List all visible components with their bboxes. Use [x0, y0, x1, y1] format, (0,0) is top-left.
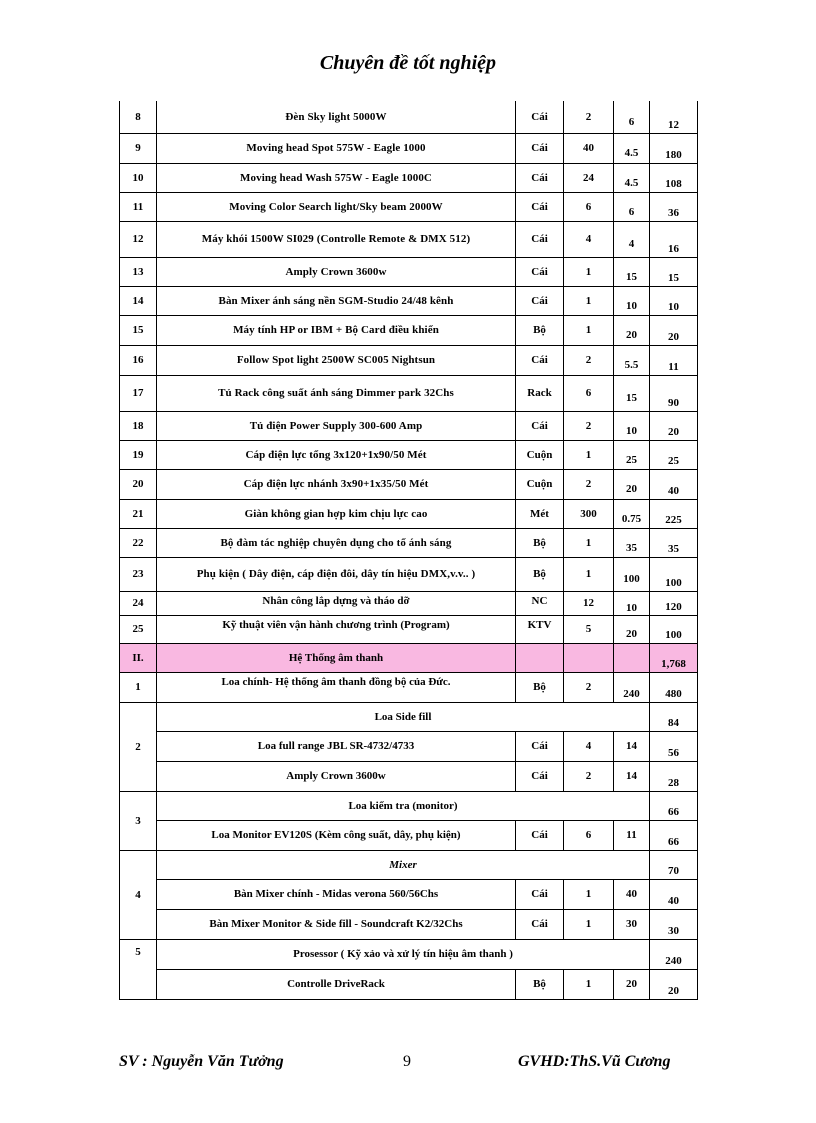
table-row	[120, 469, 698, 499]
item-price: 10	[614, 411, 650, 440]
item-name: Kỹ thuật viên vận hành chương trình (Program)	[157, 615, 516, 643]
item-price: 10	[614, 591, 650, 615]
row-no: 16	[120, 345, 157, 375]
table-row	[120, 192, 698, 221]
item-unit: Cái	[516, 192, 564, 221]
item-qty: 1	[564, 440, 614, 469]
row-no: 8	[120, 101, 157, 133]
table-row	[120, 286, 698, 315]
row-no: 9	[120, 133, 157, 163]
page-number: 9	[403, 1053, 411, 1070]
item-name: Đèn Sky light 5000W	[157, 101, 516, 133]
item-total: 35	[650, 528, 698, 557]
item-qty: 1	[564, 257, 614, 286]
row-no: 12	[120, 221, 157, 257]
item-price: 0.75	[614, 499, 650, 528]
item-name: Moving head Wash 575W - Eagle 1000C	[157, 163, 516, 192]
item-name: Máy tính HP or IBM + Bộ Card điều khiển	[157, 315, 516, 345]
item-price: 15	[614, 375, 650, 411]
item-price: 4.5	[614, 133, 650, 163]
table-row	[120, 163, 698, 192]
item-total: 120	[650, 591, 698, 615]
item-name: Máy khói 1500W SI029 (Controlle Remote & DMX 512)	[157, 221, 516, 257]
item-unit: KTV	[516, 615, 564, 643]
item-total: 20	[650, 315, 698, 345]
item-total: 15	[650, 257, 698, 286]
table-row	[120, 345, 698, 375]
table-row	[120, 133, 698, 163]
row-no: 11	[120, 192, 157, 221]
row-no: 25	[120, 615, 157, 643]
item-qty: 1	[564, 286, 614, 315]
table-row: 1 Loa chính- Hệ thống âm thanh đồng bộ của Đức. Bộ 2 240 480	[120, 672, 698, 702]
table-row: Controlle DriveRack Bộ 1 20 20	[120, 969, 698, 999]
item-qty: 6	[564, 192, 614, 221]
item-name: Tủ điện Power Supply 300-600 Amp	[157, 411, 516, 440]
item-qty: 6	[564, 375, 614, 411]
row-no: 21	[120, 499, 157, 528]
item-total: 100	[650, 615, 698, 643]
item-total: 90	[650, 375, 698, 411]
row-no: 19	[120, 440, 157, 469]
page-footer	[0, 1053, 816, 1073]
item-name: Bàn Mixer ánh sáng nền SGM-Studio 24/48 kênh	[157, 286, 516, 315]
item-unit: Bộ	[516, 557, 564, 591]
item-price: 5.5	[614, 345, 650, 375]
item-price: 4	[614, 221, 650, 257]
item-qty: 1	[564, 528, 614, 557]
item-total: 16	[650, 221, 698, 257]
item-unit: Bộ	[516, 315, 564, 345]
item-total: 25	[650, 440, 698, 469]
item-total: 100	[650, 557, 698, 591]
table-row	[120, 440, 698, 469]
section-name: Hệ Thống âm thanh	[157, 643, 516, 672]
item-unit: Cái	[516, 221, 564, 257]
table-row: Loa full range JBL SR-4732/4733 Cái 4 14 56	[120, 731, 698, 761]
item-price: 10	[614, 286, 650, 315]
row-no: 14	[120, 286, 157, 315]
item-unit: Cái	[516, 133, 564, 163]
item-name: Follow Spot light 2500W SC005 Nightsun	[157, 345, 516, 375]
item-total: 40	[650, 469, 698, 499]
row-no: 10	[120, 163, 157, 192]
item-unit: Mét	[516, 499, 564, 528]
item-name: Phụ kiện ( Dây điện, cáp điện đôi, dây tín hiệu DMX,v.v.. )	[157, 557, 516, 591]
item-name: Tủ Rack công suất ánh sáng Dimmer park 32Chs	[157, 375, 516, 411]
table-row: Amply Crown 3600w Cái 2 14 28	[120, 761, 698, 791]
item-price: 6	[614, 192, 650, 221]
item-total: 180	[650, 133, 698, 163]
item-name: Moving Color Search light/Sky beam 2000W	[157, 192, 516, 221]
item-total: 108	[650, 163, 698, 192]
item-name: Amply Crown 3600w	[157, 257, 516, 286]
item-unit: Cuộn	[516, 440, 564, 469]
student-name: SV : Nguyễn Văn Tưởng	[119, 1053, 284, 1070]
item-unit: Bộ	[516, 528, 564, 557]
section-no: II.	[120, 643, 157, 672]
item-total: 20	[650, 411, 698, 440]
item-name: Cáp điện lực nhánh 3x90+1x35/50 Mét	[157, 469, 516, 499]
item-total: 11	[650, 345, 698, 375]
item-total: 12	[650, 101, 698, 133]
table-row: Bàn Mixer chính - Midas verona 560/56Chs Cái 1 40 40	[120, 879, 698, 909]
table-row	[120, 557, 698, 591]
item-qty: 1	[564, 315, 614, 345]
page-title: Chuyên đề tốt nghiệp	[319, 52, 497, 74]
item-unit: NC	[516, 591, 564, 615]
item-unit: Cái	[516, 411, 564, 440]
item-qty: 4	[564, 221, 614, 257]
table-row: Bàn Mixer Monitor & Side fill - Soundcraft K2/32Chs Cái 1 30 30	[120, 909, 698, 939]
row-no: 17	[120, 375, 157, 411]
table-row	[120, 101, 698, 133]
group-header-row: 3 Loa kiểm tra (monitor) 66	[120, 791, 698, 820]
item-name: Nhân công lắp dựng và tháo dỡ	[157, 591, 516, 615]
item-total: 225	[650, 499, 698, 528]
item-qty: 1	[564, 557, 614, 591]
item-price: 35	[614, 528, 650, 557]
item-total: 36	[650, 192, 698, 221]
item-qty: 5	[564, 615, 614, 643]
table-row	[120, 257, 698, 286]
item-unit: Cái	[516, 257, 564, 286]
item-name: Bộ đàm tác nghiệp chuyên dụng cho tổ ánh sáng	[157, 528, 516, 557]
row-no: 13	[120, 257, 157, 286]
advisor-name: GVHD:ThS.Vũ Cương	[518, 1053, 671, 1070]
item-price: 25	[614, 440, 650, 469]
table-row	[120, 591, 698, 615]
item-qty: 300	[564, 499, 614, 528]
item-price: 100	[614, 557, 650, 591]
item-qty: 40	[564, 133, 614, 163]
item-qty: 2	[564, 411, 614, 440]
item-unit: Cái	[516, 345, 564, 375]
item-price: 20	[614, 469, 650, 499]
table-row: Loa Monitor EV120S (Kèm công suất, dây, phụ kiện) Cái 6 11 66	[120, 820, 698, 850]
item-price: 15	[614, 257, 650, 286]
row-no: 22	[120, 528, 157, 557]
item-qty: 12	[564, 591, 614, 615]
item-price: 4.5	[614, 163, 650, 192]
item-name: Giàn không gian hợp kim chịu lực cao	[157, 499, 516, 528]
item-qty: 2	[564, 101, 614, 133]
table-row	[120, 615, 698, 643]
item-qty: 24	[564, 163, 614, 192]
item-name: Cáp điện lực tổng 3x120+1x90/50 Mét	[157, 440, 516, 469]
table-row	[120, 315, 698, 345]
section-total: 1,768	[650, 643, 698, 672]
item-price: 20	[614, 615, 650, 643]
item-unit: Rack	[516, 375, 564, 411]
item-unit: Cái	[516, 101, 564, 133]
table-row	[120, 499, 698, 528]
row-no: 18	[120, 411, 157, 440]
item-qty: 2	[564, 345, 614, 375]
group-header-row: 4 Mixer 70	[120, 850, 698, 879]
row-no: 23	[120, 557, 157, 591]
table-row	[120, 411, 698, 440]
row-no: 15	[120, 315, 157, 345]
table-row	[120, 375, 698, 411]
section-row	[120, 643, 698, 672]
row-no: 20	[120, 469, 157, 499]
item-unit: Cái	[516, 163, 564, 192]
item-unit: Cuộn	[516, 469, 564, 499]
item-price: 6	[614, 101, 650, 133]
group-header-row: 5 Prosessor ( Kỹ xảo và xử lý tín hiệu âm thanh ) 240	[120, 939, 698, 969]
item-qty: 2	[564, 469, 614, 499]
table-row	[120, 528, 698, 557]
item-unit: Cái	[516, 286, 564, 315]
item-total: 10	[650, 286, 698, 315]
item-name: Moving head Spot 575W - Eagle 1000	[157, 133, 516, 163]
table-row	[120, 221, 698, 257]
equipment-table	[119, 101, 698, 1000]
row-no: 24	[120, 591, 157, 615]
item-price: 20	[614, 315, 650, 345]
group-header-row: 2 Loa Side fill 84	[120, 702, 698, 731]
